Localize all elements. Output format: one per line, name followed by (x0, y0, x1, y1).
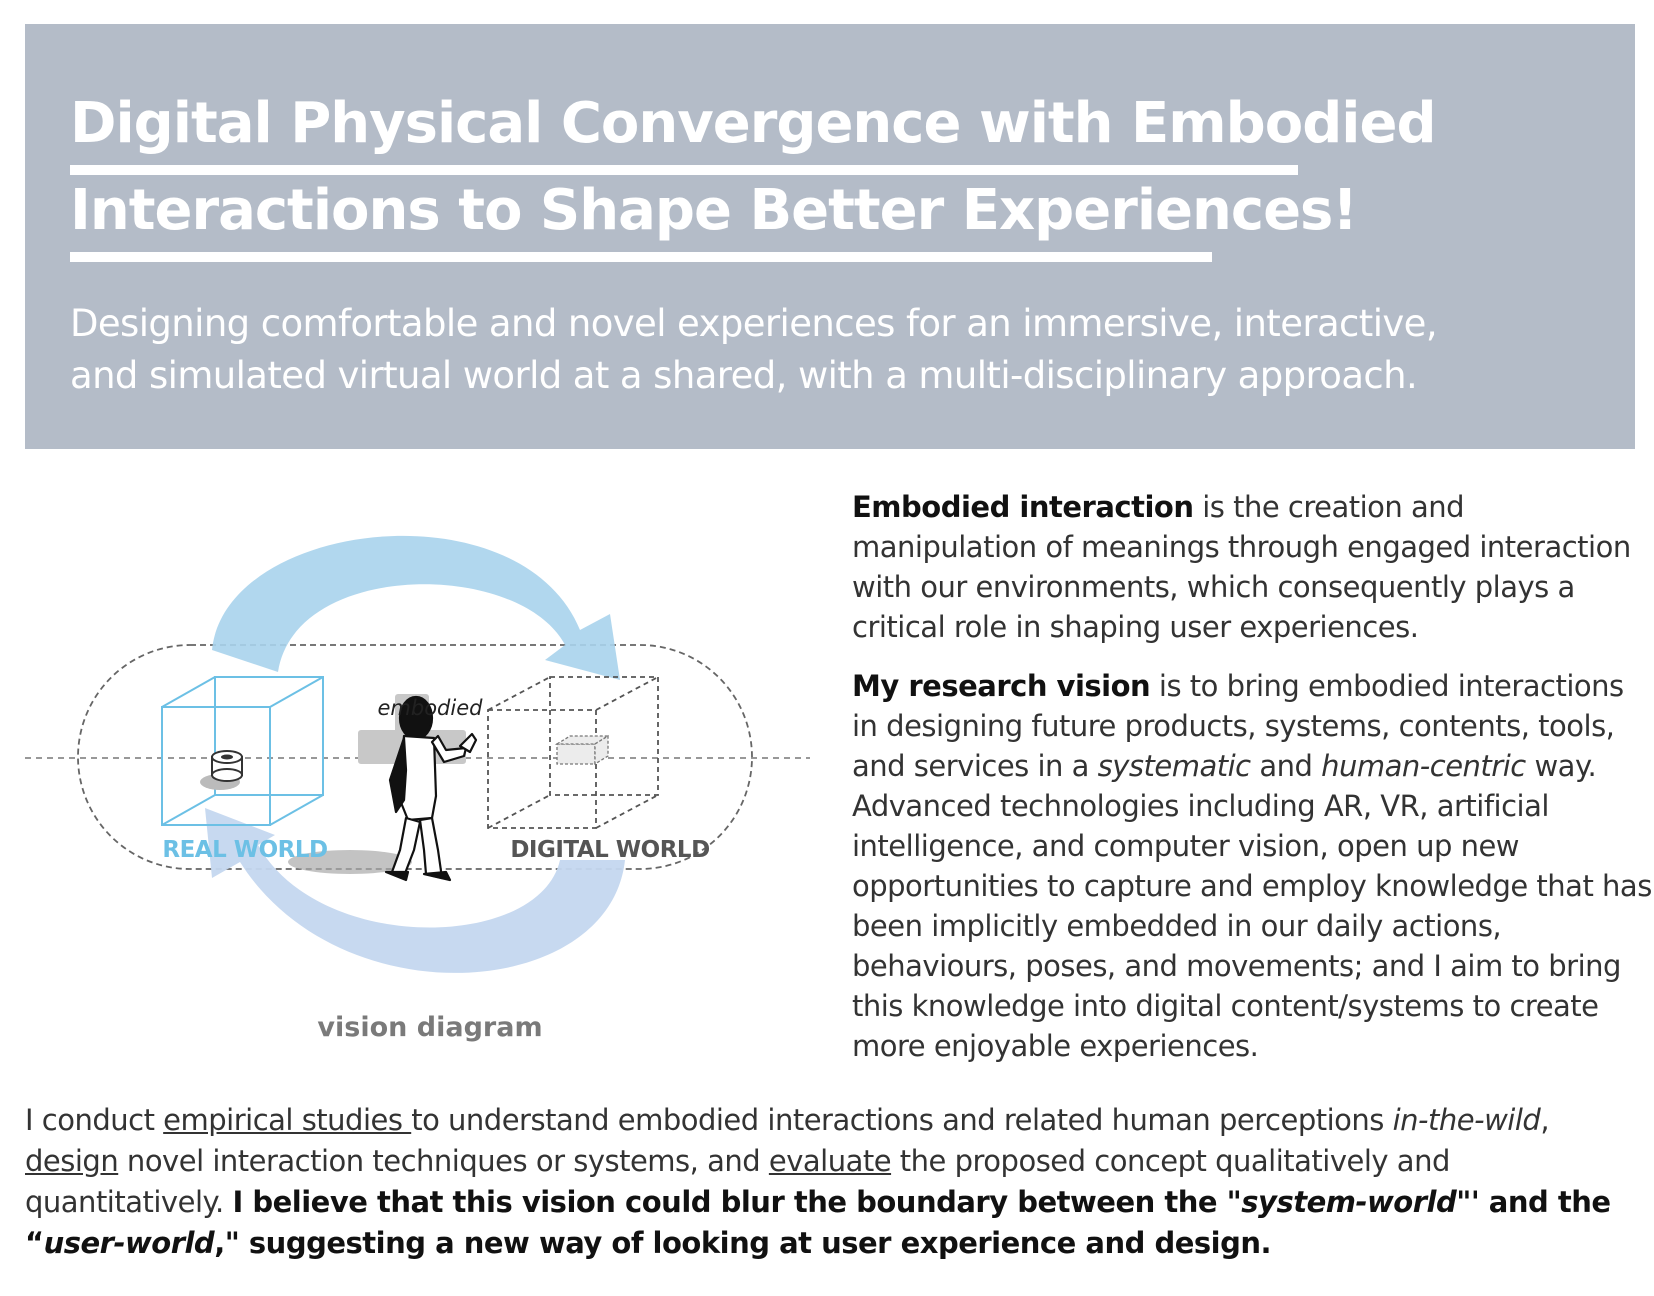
emphasis-text: in-the-wild (1392, 1103, 1541, 1137)
paragraph-text: way. Advanced technologies including AR, VR, artificial intelligence, and computer vision, open up new opportunities to capture and employ knowledge that has been implicitly embedded in our daily actions, behaviours, poses, and movements; and I aim to bring this knowledge into digital content/systems to create more enjoyable experiences. (852, 749, 1652, 1063)
vision-diagram (20, 500, 820, 1060)
emphasis-text: systematic (1097, 749, 1251, 783)
paragraph-text: is to bring embodied interactions in designing future products, systems, contents, tools, and services in a (852, 669, 1624, 783)
paragraph-text: the proposed concept qualitatively and quantitatively. (25, 1144, 1450, 1219)
embodied-interaction-paragraph (852, 487, 1652, 647)
digital-object (557, 736, 608, 764)
page-subtitle: Designing comfortable and novel experiences for an immersive, interactive, and simulated virtual world at a shared, with a multi-disciplinary approach. (70, 302, 1438, 397)
diagram-caption: vision diagram (317, 1012, 543, 1043)
paragraph-text: I conduct (25, 1103, 164, 1137)
approach-paragraph (25, 1100, 1645, 1264)
emphasis-text: human-centric (1321, 749, 1526, 783)
bold-text: I believe that this vision could blur the boundary between the " (232, 1185, 1242, 1219)
ring-object-icon (212, 751, 242, 781)
paragraph-text: , (1540, 1103, 1550, 1137)
header-banner (25, 24, 1635, 449)
paragraph-text: to understand embodied interactions and related human perceptions (411, 1103, 1393, 1137)
bold-emphasis-text: system-world (1241, 1185, 1457, 1219)
digital-world-label: DIGITAL WORLD (510, 837, 710, 863)
page-title-line-1: Digital Physical Convergence with Embodied (70, 91, 1436, 156)
paragraph-lead: Embodied interaction (852, 490, 1194, 524)
embodied-label: embodied (377, 696, 483, 720)
title-underline-1 (70, 165, 1298, 175)
bold-emphasis-text: user-world (43, 1226, 215, 1260)
underlined-text: design (25, 1144, 119, 1178)
title-underline-2 (70, 252, 1212, 262)
paragraph-text: is the creation and manipulation of meanings through engaged interaction with our environments, which consequently plays a critical role in shaping user experiences. (852, 490, 1631, 644)
top-cycle-arrow (212, 536, 620, 680)
paragraph-lead: My research vision (852, 669, 1151, 703)
paragraph-text: novel interaction techniques or systems, and (118, 1144, 769, 1178)
research-vision-paragraph (852, 666, 1652, 1066)
bold-text: ," suggesting a new way of looking at user experience and design. (214, 1226, 1272, 1260)
paragraph-text: and (1250, 749, 1322, 783)
underlined-text: evaluate (768, 1144, 892, 1178)
bold-text: "' and the “ (25, 1185, 1611, 1260)
real-world-label: REAL WORLD (162, 837, 328, 863)
underlined-text: empirical studies (163, 1103, 412, 1137)
real-world-cube (162, 677, 323, 825)
page-title-line-2: Interactions to Shape Better Experiences! (70, 178, 1357, 243)
